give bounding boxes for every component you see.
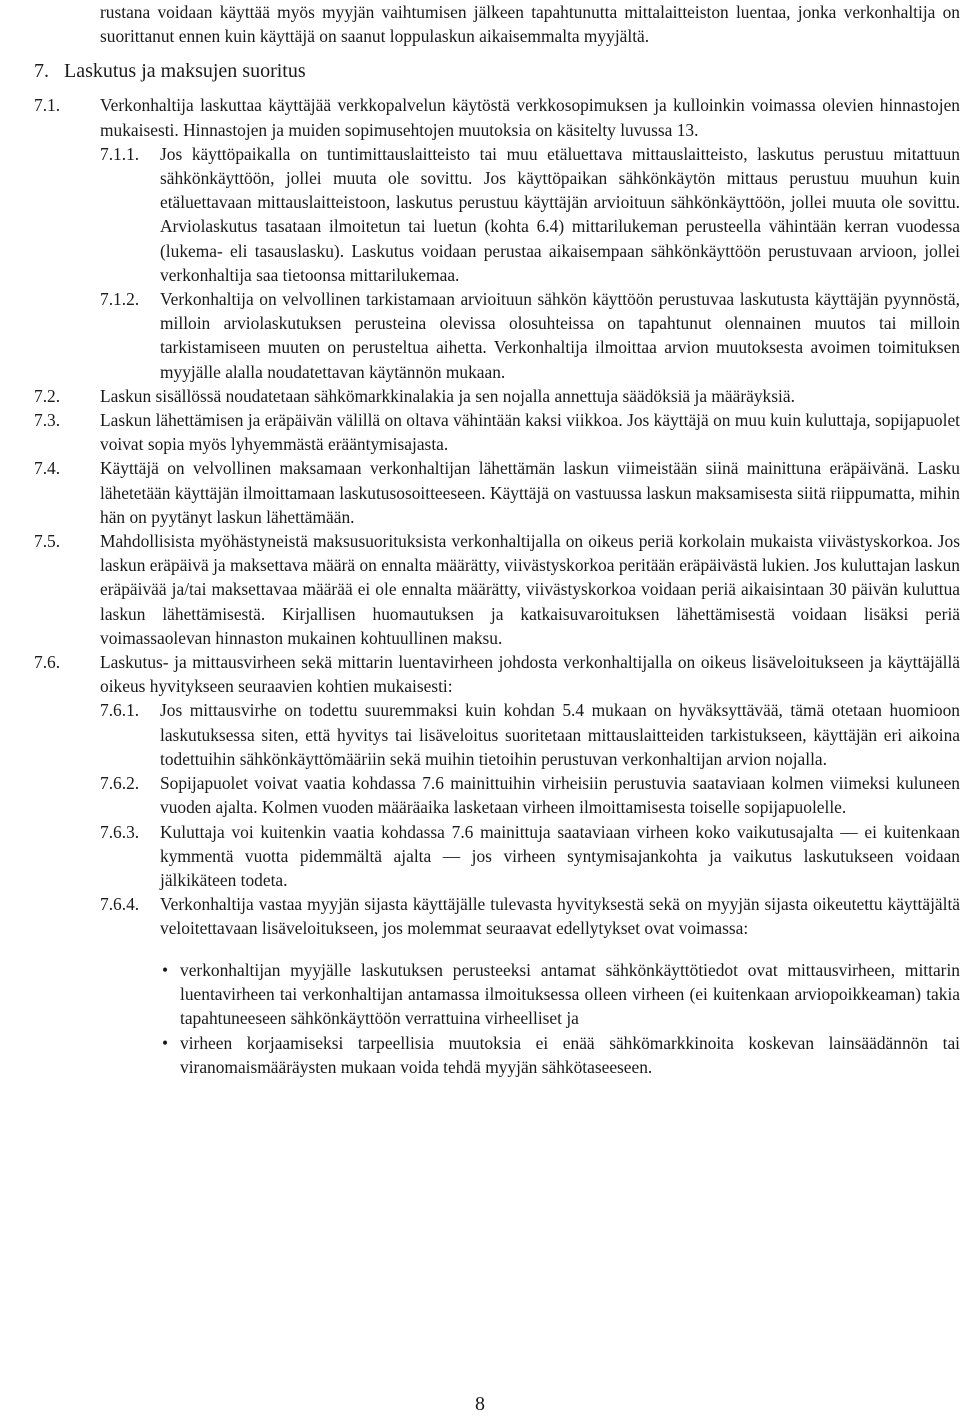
clause-number: 7.3. [34,410,61,431]
clause-number: 7.1. [34,95,61,116]
clause-7-6-2 [100,771,960,819]
page-number: 8 [475,1393,485,1415]
clause-7-1-1 [100,142,960,287]
clause-7-5 [34,529,960,650]
clause-text: Käyttäjä on velvollinen maksamaan verkonhaltijan lähettämän laskun viimeistään siinä mainittuna eräpäivänä. Lasku lähetetään käyttäjän ilmoittamaan laskutusosoitteeseen. Käyttäjä on vastuussa laskun maksamisesta siitä riippumatta, mihin hän on pyytänyt laskun lähettämään. [100,458,960,527]
section-number: 7. [34,60,49,83]
clause-text: Sopijapuolet voivat vaatia kohdassa 7.6 mainittuihin virheisiin perustuvia saataviaan kolmen viimeksi kuluneen vuoden ajalta. Kolmen vuoden määräaika lasketaan virheen ilmoittamisesta toiselle sopijapuolelle. [160,773,960,818]
clause-text: Jos käyttöpaikalla on tuntimittauslaitteisto tai muu etäluettava mittauslaitteisto, laskutus perustuu mitattuun sähkönkäyttöön, jollei muuta ole sovittu. Jos käyttöpaikan sähkönkäytön mittaus perustuu muuhun kuin etäluettavaan mittauslaitteistoon, laskutus perustuu käyttäjän arvioituun sähkönkäyttöön, jollei muuta ole sovittu. Arviolaskutus tasataan ilmoitetun tai luetun (kohta 6.4) mittarilukeman perusteella vähintään kerran vuodessa (lukema- eli tasauslasku). Laskutus voidaan perustaa aikaisempaan sähkönkäyttöön perustuvaan arvioon, jollei verkonhaltija saa tietoonsa mittarilukemaa. [160,143,960,285]
clause-text: Mahdollisista myöhästyneistä maksusuorituksista verkonhaltijalla on oikeus periä korkolain mukaista viivästyskorkoa. Jos laskun eräpäivä ja maksettava määrä on ennalta määrätty, viivästyskorkoa peritään eräpäivästä lukien. Jos kuluttajan laskun eräpäivää ja/tai maksettavaa määrää ei ole ennalta määrätty, viivästyskorkoa voidaan periä aikaisintaan 30 päivän kuluttua laskun lähettämisestä. Kirjallisen huomautuksen ja katkaisuvaroituksen lähettämisestä voidaan lisäksi periä voimassaolevan hinnaston mukainen kohtuullinen maksu. [100,531,960,648]
list-item [160,958,960,1031]
clause-number: 7.6.4. [100,894,140,915]
section-title: Laskutus ja maksujen suoritus [64,60,306,83]
clause-number: 7.6.1. [100,700,140,721]
clause-7-6-3 [100,820,960,893]
document-content [34,0,960,1096]
clause-number: 7.1.1. [100,143,140,164]
clause-7-6 [34,650,960,698]
clause-number: 7.1.2. [100,289,140,310]
clause-text: Laskutus- ja mittausvirheen sekä mittarin luentavirheen johdosta verkonhaltijalla on oikeus lisäveloitukseen ja käyttäjällä oikeus hyvitykseen seuraavien kohtien mukaisesti: [100,652,960,697]
clause-7-6-1 [100,698,960,771]
clause-7-4 [34,456,960,529]
clause-text: Verkonhaltija laskuttaa käyttäjää verkkopalvelun käytöstä verkkosopimuksen ja kulloinkin voimassa olevien hinnastojen mukaisesti. Hinnastojen ja muiden sopimusehtojen muutoksia on käsitelty luvussa 13. [100,95,960,140]
bullet-text: verkonhaltijan myyjälle laskutuksen perusteeksi antamat sähkönkäyttötiedot ovat mittausvirheen, mittarin luentavirheen tai verkonhaltijan antamassa ilmoituksessa olleen virheen (ei kuitenkaan arviopoikkeaman) takia tapahtuneeseen sähkönkäyttöön verrattuina virheelliset ja [180,959,960,1029]
clause-number: 7.5. [34,531,61,552]
clause-7-2 [34,384,960,408]
bullet-icon: • [162,959,169,980]
intro-paragraph: rustana voidaan käyttää myös myyjän vaihtumisen jälkeen tapahtunutta mittalaitteiston luentaa, jonka verkonhaltija on suorittanut ennen kuin käyttäjä on saanut loppulaskun aikaisemmalta myyjältä. [100,2,960,47]
clause-text: Jos mittausvirhe on todettu suuremmaksi kuin kohdan 5.4 mukaan on hyväksyttävää, tämä otetaan huomioon laskutuksessa siten, että hyvitys tai lisäveloitus suoritetaan mittauslaitteiden tarkistukseen, käyttäjän eri aikoina todettuihin sähkönkäyttömääriin sekä muihin tietoihin perustuvan verkonhaltijan arvion nojalla. [160,700,960,769]
bullet-text: virheen korjaamiseksi tarpeellisia muutoksia ei enää sähkömarkkinoita koskevan lainsäädännön tai viranomaismääräysten mukaan voida tehdä myyjän sähkötaseeseen. [180,1032,960,1077]
clause-7-6-4 [100,892,960,940]
clause-number: 7.6.2. [100,773,140,794]
clause-number: 7.6. [34,652,61,673]
clause-number: 7.2. [34,385,61,406]
clause-text: Kuluttaja voi kuitenkin vaatia kohdassa 7.6 mainittuja saataviaan virheen koko vaikutusajalta — ei kuitenkaan kymmentä vuotta pidemmältä ajalta — jos virheen syntymisajankohta ja vaikutus laskutukseen voidaan jälkikäteen todeta. [160,821,960,890]
clause-7-1 [34,93,960,141]
bullet-icon: • [162,1032,169,1053]
clause-text: Verkonhaltija on velvollinen tarkistamaan arvioituun sähkön käyttöön perustuvaa laskutusta käyttäjän pyynnöstä, milloin arviolaskutuksen perusteina olevissa olosuhteissa on tapahtunut olennainen muutos tai milloin tarkistamiseen muuten on perusteltua aihetta. Verkonhaltija ilmoittaa arvion muutoksesta avoimen toimituksen myyjälle alalla noudatettavan käytännön mukaan. [160,289,960,382]
section-heading [34,58,960,84]
clause-7-1-2 [100,287,960,384]
clause-text: Verkonhaltija vastaa myyjän sijasta käyttäjälle tulevasta hyvityksestä sekä on myyjän sijasta oikeutettu käyttäjältä veloitettavaan lisäveloitukseen, jos molemmat seuraavat edellytykset ovat voimassa: [160,894,960,939]
clause-7-3 [34,408,960,456]
clause-number: 7.6.3. [100,821,140,842]
clause-text: Laskun lähettämisen ja eräpäivän välillä on oltava vähintään kaksi viikkoa. Jos käyttäjä on muu kuin kuluttaja, sopijapuolet voivat sopia myös lyhyemmästä erääntymisajasta. [100,410,960,455]
list-item [160,1031,960,1079]
clause-text: Laskun sisällössä noudatetaan sähkömarkkinalakia ja sen nojalla annettuja säädöksiä ja määräyksiä. [100,385,795,406]
clause-number: 7.4. [34,458,61,479]
bullet-list [160,958,960,1079]
